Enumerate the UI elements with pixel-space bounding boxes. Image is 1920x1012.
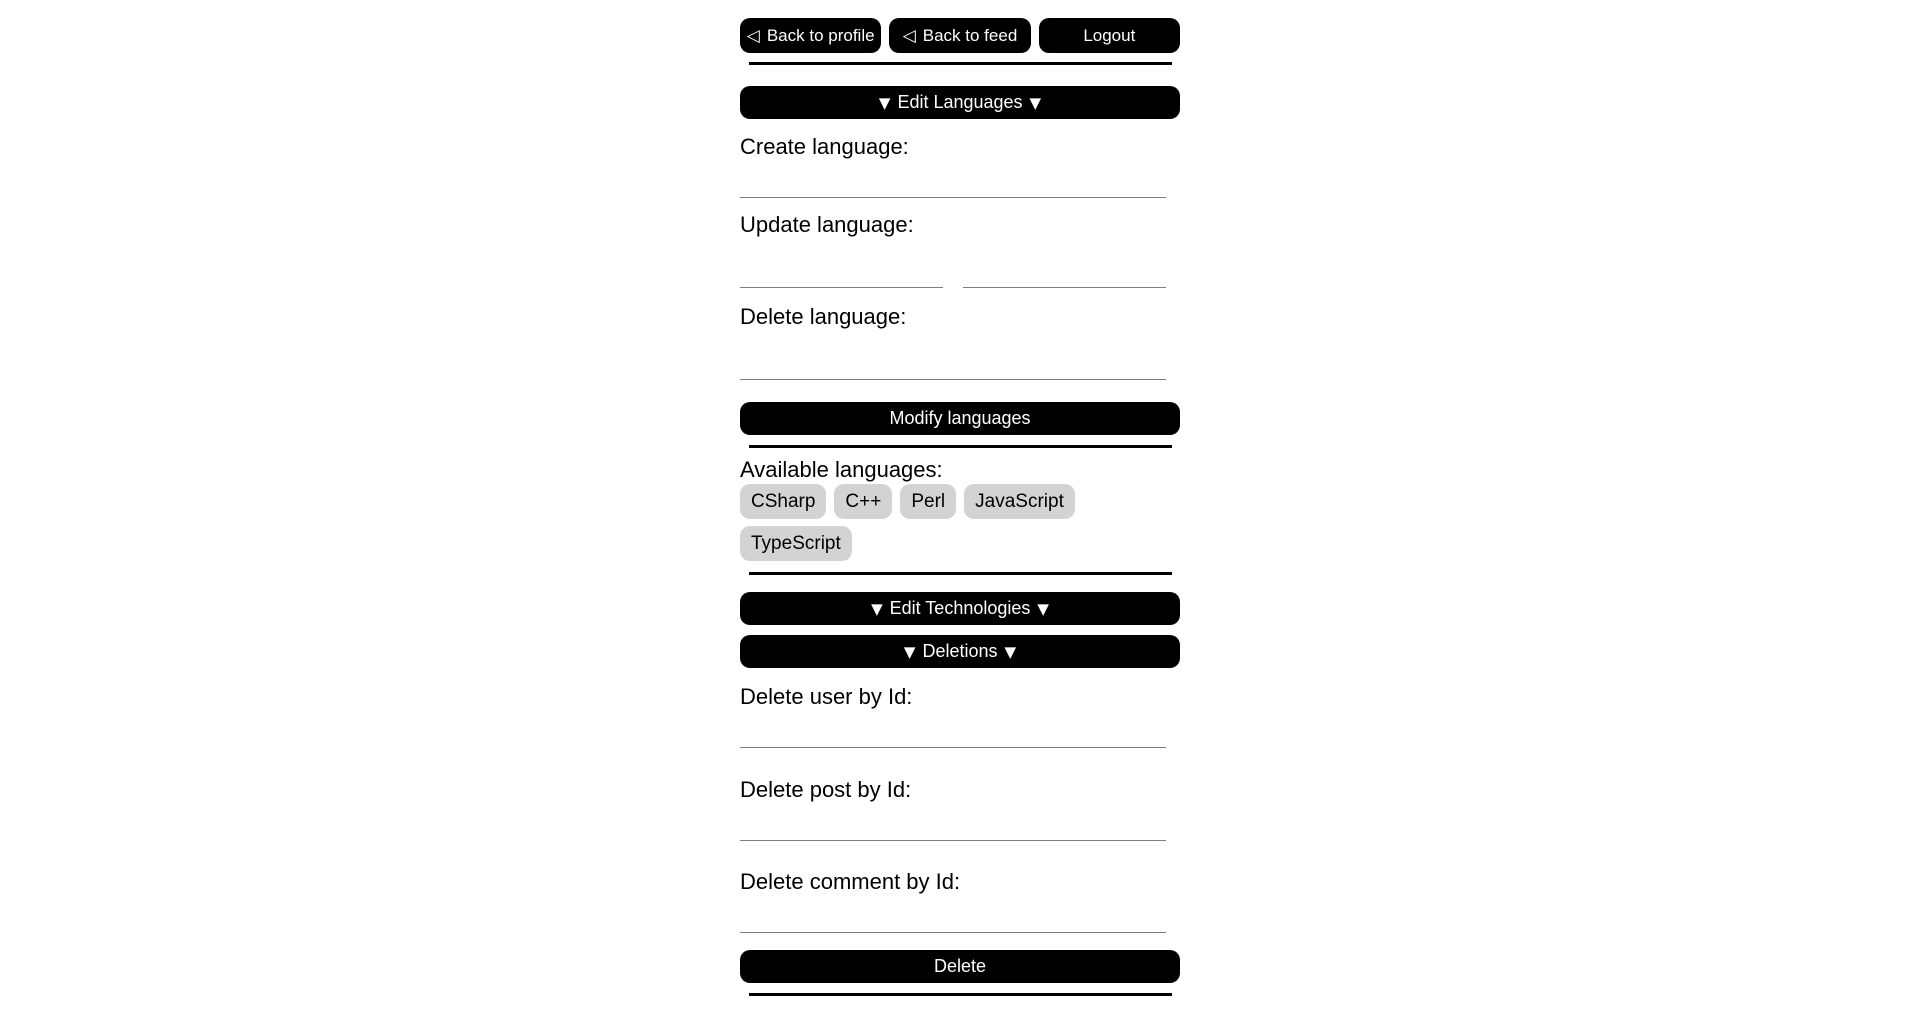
edit-technologies-toggle-label: Edit Technologies — [889, 598, 1031, 618]
caret-down-icon: ▼ — [1029, 93, 1042, 112]
back-to-profile-button[interactable] — [740, 18, 881, 53]
delete-post-label: Delete post by Id: — [740, 777, 912, 802]
caret-down-icon: ▼ — [1037, 599, 1049, 618]
caret-down-icon: ▼ — [903, 642, 916, 661]
section-divider — [749, 572, 1172, 575]
language-chip-javascript[interactable]: JavaScript — [964, 484, 1075, 519]
language-chip-perl[interactable]: Perl — [900, 484, 956, 519]
update-language-label: Update language: — [740, 212, 914, 237]
section-divider — [749, 62, 1172, 65]
delete-button-label: Delete — [933, 956, 987, 976]
topbar — [740, 18, 1180, 53]
language-chip-typescript[interactable]: TypeScript — [740, 526, 852, 561]
update-language-inputs — [740, 248, 1166, 288]
caret-down-icon: ▼ — [871, 599, 883, 618]
back-to-feed-button[interactable] — [889, 18, 1030, 53]
modify-languages-button[interactable] — [740, 402, 1180, 435]
edit-technologies-toggle[interactable] — [740, 592, 1180, 625]
back-arrow-icon: ◁ — [746, 25, 760, 46]
caret-down-icon: ▼ — [878, 93, 891, 112]
delete-user-label: Delete user by Id: — [740, 684, 913, 709]
edit-languages-toggle[interactable] — [740, 86, 1180, 119]
delete-language-input[interactable] — [740, 340, 1166, 380]
deletions-toggle[interactable] — [740, 635, 1180, 668]
back-to-feed-label: Back to feed — [922, 25, 1018, 45]
delete-comment-label: Delete comment by Id: — [740, 869, 961, 894]
delete-button[interactable] — [740, 950, 1180, 983]
section-divider — [749, 445, 1172, 448]
delete-language-label: Delete language: — [740, 304, 907, 329]
update-language-from-input[interactable] — [740, 248, 943, 288]
create-language-input[interactable] — [740, 158, 1166, 198]
admin-panel — [740, 0, 1180, 996]
logout-label: Logout — [1083, 25, 1136, 45]
delete-post-input[interactable] — [740, 801, 1166, 841]
language-chip-csharp[interactable]: CSharp — [740, 484, 826, 519]
back-arrow-icon: ◁ — [902, 25, 916, 46]
update-language-to-input[interactable] — [963, 248, 1166, 288]
delete-user-input[interactable] — [740, 708, 1166, 748]
back-to-profile-label: Back to profile — [766, 25, 875, 45]
modify-languages-label: Modify languages — [889, 408, 1031, 428]
language-chip-list — [740, 484, 1166, 561]
delete-comment-input[interactable] — [740, 893, 1166, 933]
section-divider — [749, 993, 1172, 996]
logout-button[interactable] — [1039, 18, 1180, 53]
create-language-label: Create language: — [740, 134, 909, 159]
edit-languages-toggle-label: Edit Languages — [897, 92, 1023, 112]
available-languages-label: Available languages: — [740, 457, 943, 482]
language-chip-cpp[interactable]: C++ — [834, 484, 892, 519]
caret-down-icon: ▼ — [1004, 642, 1017, 661]
deletions-toggle-label: Deletions — [922, 641, 998, 661]
